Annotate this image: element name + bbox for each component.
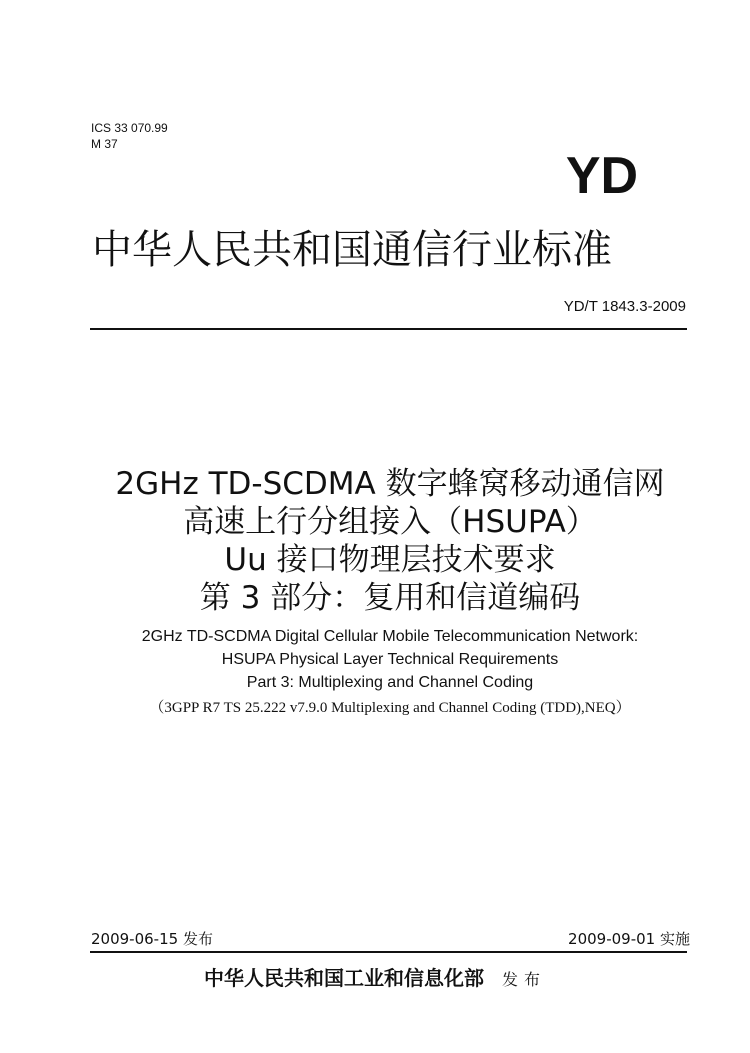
document-title-block (80, 465, 700, 720)
title-en-line-2: HSUPA Physical Layer Technical Requirements (221, 651, 559, 668)
title-zh-line-4: 第 3 部分：复用和信道编码 (199, 580, 581, 616)
title-zh-line-3: Uu 接口物理层技术要求 (224, 542, 556, 578)
ics-number: ICS 33 070.99 (91, 121, 168, 135)
footer-divider (90, 951, 687, 953)
class-code: M 37 (91, 137, 118, 151)
logo-text: YD (565, 150, 639, 198)
title-en-line-3: Part 3: Multiplexing and Channel Coding (246, 674, 534, 691)
issue-date: 2009-06-15 发布 (91, 930, 213, 948)
header-divider (90, 328, 687, 330)
reference-standard: （3GPP R7 TS 25.222 v7.9.0 Multiplexing and Channel Coding (TDD),NEQ） (149, 700, 631, 716)
implement-date: 2009-09-01 实施 (568, 930, 690, 948)
title-zh-line-2: 高速上行分组接入（HSUPA） (183, 504, 597, 540)
publish-action: 发布 (501, 970, 546, 989)
title-zh-line-1: 2GHz TD-SCDMA 数字蜂窝移动通信网 (115, 466, 665, 502)
standard-number: YD/T 1843.3-2009 (563, 298, 686, 315)
yd-logo (562, 150, 642, 198)
publisher-name: 中华人民共和国工业和信息化部 (203, 966, 484, 990)
standard-title: 中华人民共和国通信行业标准 (92, 227, 612, 273)
title-en-line-1: 2GHz TD-SCDMA Digital Cellular Mobile Telecommunication Network: (141, 628, 639, 645)
publisher-line (0, 962, 750, 991)
ics-code-block (91, 120, 168, 152)
